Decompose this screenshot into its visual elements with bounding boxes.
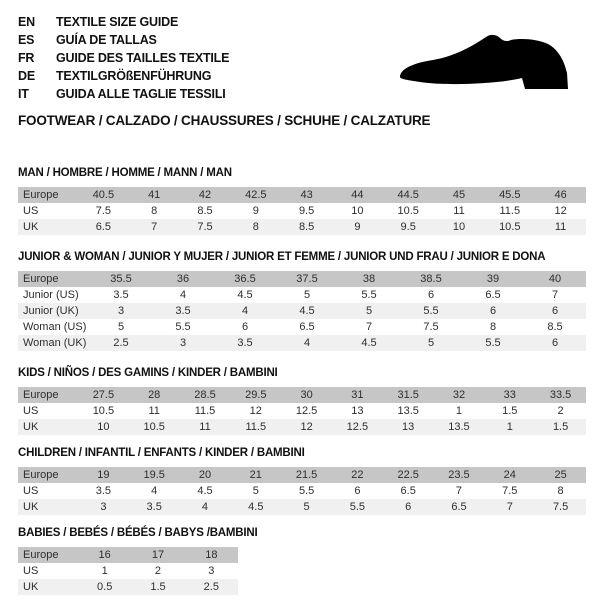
language-row: [18, 13, 586, 31]
size-cell: 4: [201, 501, 209, 513]
size-cell: 11.5: [245, 421, 267, 433]
table-title: MAN / HOMBRE / HOMME / MANN / MAN: [18, 167, 232, 179]
size-cell: 24: [503, 469, 516, 481]
table-row: [18, 203, 586, 219]
size-cell: 10: [97, 421, 110, 433]
size-cell: 7.5: [502, 485, 518, 497]
table-row: [18, 563, 238, 579]
size-cell: 38.5: [420, 273, 442, 285]
row-label: Europe: [23, 189, 59, 201]
size-cell: 42: [198, 189, 212, 201]
size-cell: 5: [303, 501, 310, 513]
size-cell: 10.5: [499, 221, 521, 233]
size-cell: 3.5: [113, 289, 129, 301]
language-label: TEXTILGRÖßENFÜHRUNG: [56, 69, 212, 83]
size-cell: 41: [148, 189, 161, 201]
size-cell: 12.5: [295, 405, 318, 417]
row-label: US: [23, 565, 39, 577]
size-cell: 5.5: [349, 501, 366, 513]
table-title: BABIES / BEBÉS / BÉBÉS / BABYS /BAMBINI: [18, 527, 258, 539]
size-cell: 21: [249, 469, 262, 481]
size-cell: 11: [453, 205, 465, 217]
size-cell: 7: [151, 221, 158, 233]
row-label: Woman (UK): [23, 337, 87, 349]
size-cell: 22: [351, 469, 364, 481]
size-cell: 5.5: [298, 485, 315, 497]
size-cell: 28.5: [194, 389, 216, 401]
size-cell: 4.5: [299, 305, 315, 317]
size-cell: 42.5: [245, 189, 267, 201]
size-cell: 13.5: [448, 421, 470, 433]
size-cell: 10.5: [143, 421, 165, 433]
size-cell: 10: [452, 221, 466, 233]
dress-shoe-icon: [398, 32, 572, 92]
size-cell: 13: [351, 405, 364, 417]
size-table: [18, 271, 586, 351]
size-cell: 5: [427, 337, 435, 349]
table-row: [18, 579, 238, 595]
table-row: [18, 547, 238, 563]
size-cell: 11.5: [499, 205, 521, 217]
size-cell: 12: [300, 421, 313, 433]
size-cell: 4: [151, 485, 158, 497]
table-title: KIDS / NIÑOS / DES GAMINS / KINDER / BAMBINI: [18, 367, 278, 379]
size-cell: 45: [452, 189, 466, 201]
language-label: GUIDA ALLE TAGLIE TESSILI: [56, 87, 226, 101]
size-cell: 11: [554, 221, 567, 233]
size-cell: 2: [154, 565, 162, 577]
size-cell: 5: [365, 305, 373, 317]
size-cell: 2: [557, 405, 564, 417]
size-cell: 11.5: [194, 405, 216, 417]
size-cell: 4: [179, 289, 187, 301]
row-label: US: [23, 405, 39, 417]
table-title: JUNIOR & WOMAN / JUNIOR Y MUJER / JUNIOR ET FEMME / JUNIOR UND FRAU / JUNIOR E DONA: [18, 251, 546, 263]
size-cell: 5.5: [361, 289, 377, 301]
size-cell: 39: [486, 273, 500, 285]
size-cell: 6.5: [299, 321, 315, 333]
size-cell: 30: [300, 389, 313, 401]
row-label: Europe: [23, 273, 59, 285]
size-cell: 8: [252, 221, 259, 233]
size-cell: 1: [101, 565, 108, 577]
table-row: [18, 335, 586, 351]
size-table-section: [18, 527, 586, 595]
size-cell: 12.5: [346, 421, 369, 433]
language-code: FR: [18, 51, 35, 65]
size-cell: 43: [300, 189, 313, 201]
size-cell: 7.5: [552, 501, 569, 513]
size-cell: 18: [205, 549, 218, 561]
size-cell: 20: [198, 469, 212, 481]
size-cell: 1: [506, 421, 513, 433]
size-cell: 1.5: [502, 405, 518, 417]
size-cell: 38: [362, 273, 376, 285]
size-cell: 3.5: [146, 501, 162, 513]
size-cell: 40.5: [92, 189, 115, 201]
size-cell: 3.5: [95, 485, 112, 497]
size-cell: 5.5: [423, 305, 439, 317]
table-row: [18, 219, 586, 235]
size-cell: 6: [427, 289, 435, 301]
size-cell: 9.5: [400, 221, 416, 233]
size-cell: 35.5: [110, 273, 132, 285]
size-cell: 8: [489, 321, 497, 333]
size-cell: 3.5: [175, 305, 191, 317]
size-cell: 36.5: [234, 273, 256, 285]
table-row: [18, 319, 586, 335]
row-label: Junior (UK): [23, 305, 79, 317]
size-cell: 44: [351, 189, 364, 201]
size-cell: 0.5: [97, 581, 113, 593]
size-cell: 6.5: [451, 501, 467, 513]
size-table-section: [18, 367, 586, 435]
size-cell: 37.5: [296, 273, 318, 285]
table-row: [18, 499, 586, 515]
table-row: [18, 467, 586, 483]
size-cell: 17: [151, 549, 165, 561]
language-label: GUÍA DE TALLAS: [56, 33, 157, 47]
size-cell: 8.5: [547, 321, 563, 333]
size-cell: 6: [551, 337, 559, 349]
row-label: UK: [23, 421, 39, 433]
size-cell: 12: [554, 205, 567, 217]
size-cell: 8.5: [197, 205, 213, 217]
size-cell: 4.5: [237, 289, 253, 301]
size-cell: 11: [199, 421, 211, 433]
row-label: Europe: [23, 549, 59, 561]
size-cell: 7.5: [423, 321, 439, 333]
size-cell: 31: [351, 389, 364, 401]
language-code: EN: [18, 15, 35, 29]
size-cell: 7.5: [95, 205, 112, 217]
size-cell: 7: [365, 321, 373, 333]
size-cell: 5: [303, 289, 311, 301]
size-cell: 46: [554, 189, 567, 201]
size-cell: 5: [252, 485, 259, 497]
size-cell: 44.5: [397, 189, 419, 201]
size-cell: 19.5: [143, 469, 165, 481]
size-cell: 33: [503, 389, 516, 401]
size-cell: 3: [100, 501, 107, 513]
table-row: [18, 483, 586, 499]
size-cell: 5.5: [485, 337, 501, 349]
size-cell: 2.5: [203, 581, 219, 593]
size-cell: 6: [551, 305, 559, 317]
size-cell: 13.5: [397, 405, 419, 417]
size-table: [18, 467, 586, 515]
size-cell: 6: [241, 321, 249, 333]
size-cell: 5: [117, 321, 125, 333]
size-table: [18, 387, 586, 435]
row-label: UK: [23, 581, 39, 593]
size-cell: 7.5: [197, 221, 213, 233]
size-cell: 6: [489, 305, 497, 317]
table-row: [18, 271, 586, 287]
row-label: US: [23, 205, 39, 217]
size-cell: 19: [97, 469, 110, 481]
size-cell: 9: [252, 205, 259, 217]
row-label: Woman (US): [23, 321, 87, 333]
size-cell: 23.5: [448, 469, 470, 481]
size-cell: 40: [548, 273, 562, 285]
size-cell: 4.5: [248, 501, 264, 513]
size-cell: 4.5: [197, 485, 213, 497]
size-cell: 25: [554, 469, 567, 481]
size-cell: 4.5: [361, 337, 377, 349]
language-code: DE: [18, 69, 35, 83]
size-cell: 9.5: [298, 205, 315, 217]
row-label: UK: [23, 501, 39, 513]
size-cell: 6.5: [95, 221, 112, 233]
size-cell: 22.5: [397, 469, 419, 481]
size-table-section: [18, 447, 586, 515]
size-cell: 5.5: [175, 321, 191, 333]
table-row: [18, 387, 586, 403]
size-cell: 2.5: [113, 337, 129, 349]
size-cell: 4: [241, 305, 249, 317]
language-code: IT: [18, 87, 29, 101]
table-title: CHILDREN / INFANTIL / ENFANTS / KINDER / BAMBINI: [18, 447, 305, 459]
size-cell: 10.5: [92, 405, 115, 417]
size-table: [18, 547, 238, 595]
size-cell: 33.5: [549, 389, 572, 401]
size-cell: 8.5: [298, 221, 315, 233]
language-code: ES: [18, 33, 35, 47]
size-cell: 8: [557, 485, 564, 497]
size-cell: 36: [176, 273, 190, 285]
table-row: [18, 303, 586, 319]
row-label: Junior (US): [23, 289, 79, 301]
size-cell: 13: [402, 421, 415, 433]
size-cell: 4: [303, 337, 311, 349]
row-label: Europe: [23, 389, 59, 401]
size-cell: 1.5: [150, 581, 166, 593]
size-cell: 11: [148, 405, 160, 417]
size-cell: 7: [551, 289, 559, 301]
size-cell: 29.5: [245, 389, 267, 401]
size-cell: 7: [455, 485, 463, 497]
language-label: GUIDE DES TAILLES TEXTILE: [56, 51, 230, 65]
size-cell: 32: [452, 389, 466, 401]
row-label: Europe: [23, 469, 59, 481]
size-cell: 7: [506, 501, 513, 513]
row-label: UK: [23, 221, 39, 233]
table-row: [18, 187, 586, 203]
size-cell: 31.5: [397, 389, 419, 401]
size-cell: 3.5: [237, 337, 253, 349]
size-cell: 1.5: [552, 421, 569, 433]
table-row: [18, 403, 586, 419]
size-cell: 3: [208, 565, 215, 577]
size-cell: 1: [455, 405, 463, 417]
size-tables: [18, 167, 586, 595]
size-cell: 6.5: [400, 485, 416, 497]
size-cell: 10: [351, 205, 364, 217]
size-cell: 12: [249, 405, 262, 417]
size-cell: 10.5: [397, 205, 419, 217]
table-row: [18, 287, 586, 303]
size-table-section: [18, 167, 586, 235]
size-cell: 6: [354, 485, 361, 497]
size-cell: 3: [117, 305, 125, 317]
size-cell: 9: [354, 221, 361, 233]
language-label: TEXTILE SIZE GUIDE: [56, 15, 179, 29]
category-title: FOOTWEAR / CALZADO / CHAUSSURES / SCHUHE / CALZATURE: [18, 113, 431, 128]
row-label: US: [23, 485, 39, 497]
size-cell: 3: [179, 337, 187, 349]
size-cell: 28: [148, 389, 161, 401]
size-table-section: [18, 251, 586, 351]
size-cell: 45.5: [499, 189, 521, 201]
size-cell: 6.5: [485, 289, 501, 301]
size-cell: 6: [405, 501, 412, 513]
table-row: [18, 419, 586, 435]
size-cell: 21.5: [295, 469, 318, 481]
size-cell: 8: [151, 205, 158, 217]
size-table: [18, 187, 586, 235]
size-cell: 16: [98, 549, 111, 561]
size-cell: 27.5: [92, 389, 115, 401]
